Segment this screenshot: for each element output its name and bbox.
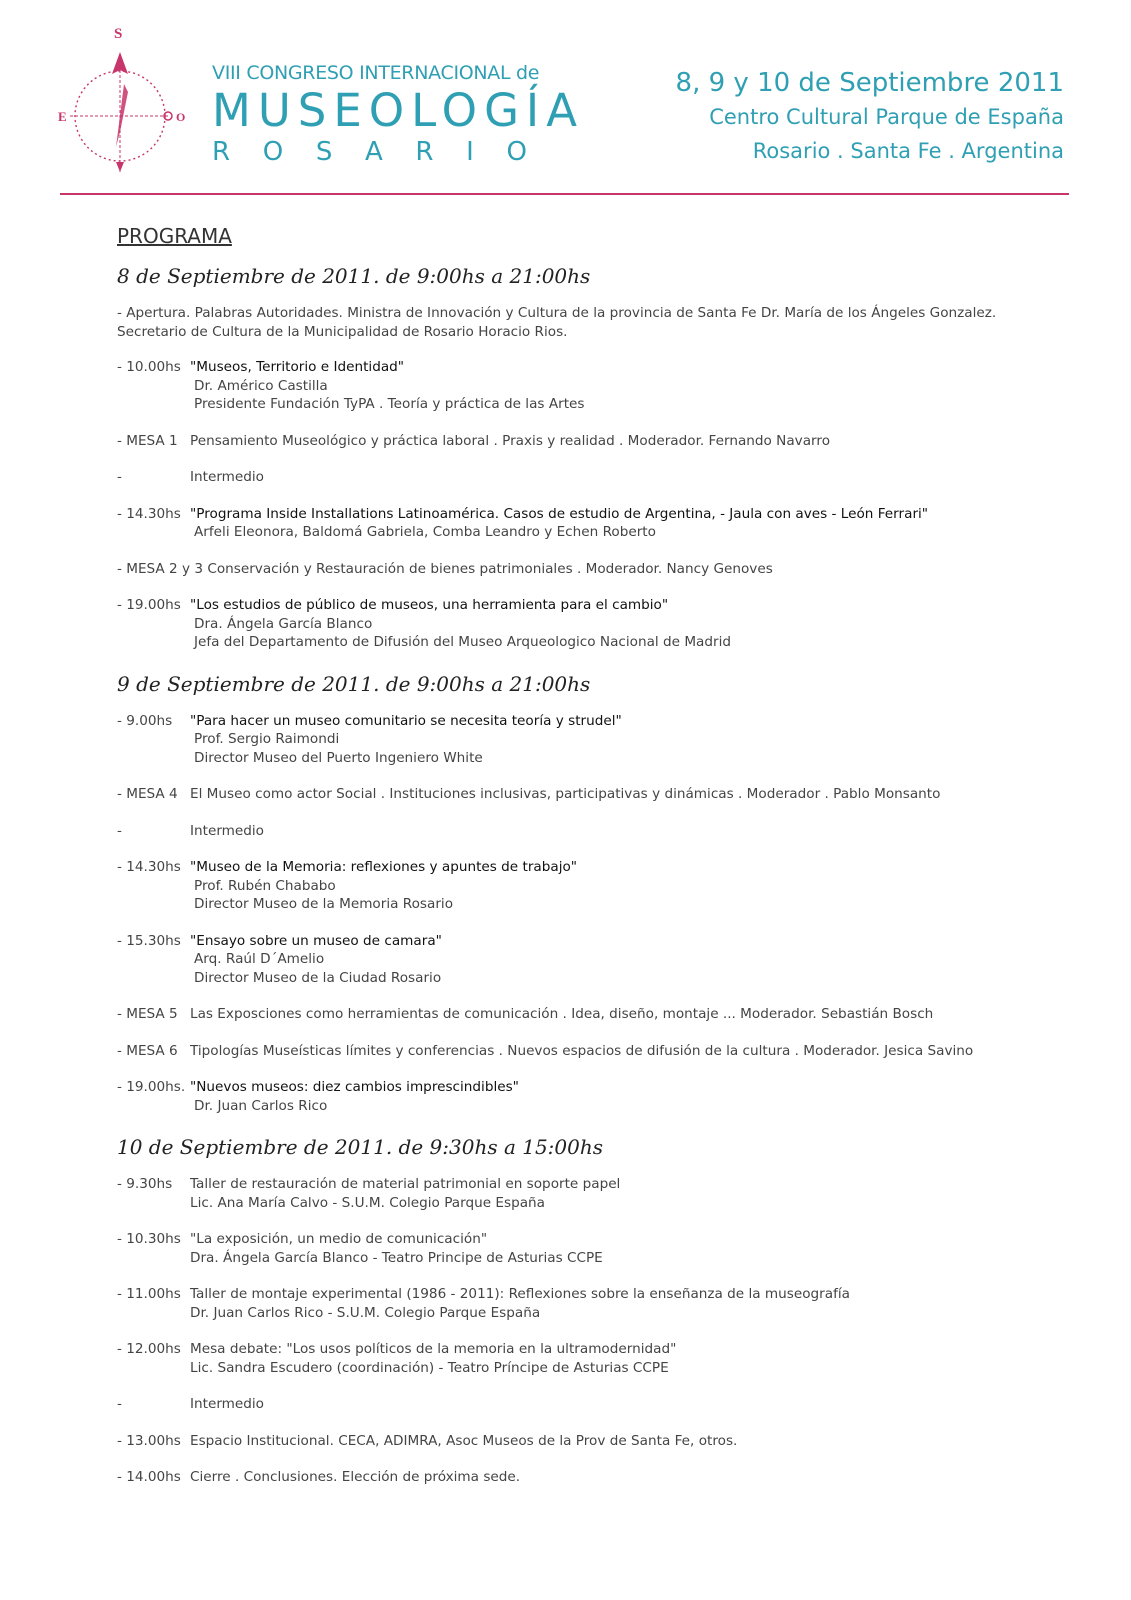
entry-time: - 10.30hs xyxy=(117,1231,181,1247)
entry-line: Dra. Ángela García Blanco - Teatro Principe de Asturias CCPE xyxy=(190,1249,603,1266)
entry-line: Prof. Sergio Raimondi xyxy=(194,731,340,747)
entry-title: "Museo de la Memoria: reflexiones y apuntes de trabajo" xyxy=(190,859,578,875)
congress-name: MUSEOLOGÍA xyxy=(212,84,584,137)
entry-time: - 19.00hs xyxy=(117,597,181,613)
logo-letter-e: E xyxy=(58,109,67,124)
entry-time: - 9.00hs xyxy=(117,712,173,729)
entry-body xyxy=(190,932,1017,988)
entry-line: Espacio Institucional. CECA, ADIMRA, Asoc Museos de la Prov de Santa Fe, otros. xyxy=(190,1432,738,1449)
program-entry xyxy=(117,1340,1017,1377)
entry-time: - 11.00hs xyxy=(117,1286,181,1302)
entry-body xyxy=(190,596,1017,652)
entry-line: Mesa debate: "Los usos políticos de la memoria en la ultramodernidad" xyxy=(190,1341,677,1357)
program-entry xyxy=(117,858,1017,914)
day-title: 8 de Septiembre de 2011. de 9:00hs a 21:00hs xyxy=(117,264,591,288)
entry-time: - xyxy=(117,822,122,839)
entry-line: Las Exposciones como herramientas de comunicación . Idea, diseño, montaje ... Moderador. Sebastián Bosch xyxy=(190,1006,934,1022)
entry-body xyxy=(190,1432,1017,1451)
event-dates: 8, 9 y 10 de Septiembre 2011 xyxy=(675,68,1064,98)
entry-line: El Museo como actor Social . Instituciones inclusivas, participativas y dinámicas . Moderador . Pablo Monsanto xyxy=(190,786,941,802)
entry-line: Dr. Juan Carlos Rico - S.U.M. Colegio Parque España xyxy=(190,1304,541,1321)
day-title: 10 de Septiembre de 2011. de 9:30hs a 15:00hs xyxy=(117,1135,604,1159)
program-entry xyxy=(117,1432,1017,1451)
program-entry xyxy=(117,1230,1017,1267)
congress-city xyxy=(212,136,527,168)
program-entry xyxy=(117,1078,1017,1115)
program-entry xyxy=(117,1005,1017,1024)
entry-line: Lic. Sandra Escudero (coordinación) - Teatro Príncipe de Asturias CCPE xyxy=(190,1359,669,1376)
entry-line: Presidente Fundación TyPA . Teoría y práctica de las Artes xyxy=(194,396,585,412)
entry-line: Taller de montaje experimental (1986 - 2011): Reflexiones sobre la enseñanza de la museografía xyxy=(190,1286,850,1302)
entry-time: - 14.30hs xyxy=(117,859,181,875)
program-heading: PROGRAMA xyxy=(117,224,232,248)
entry-line: Director Museo de la Ciudad Rosario xyxy=(194,969,442,986)
city-letter: A xyxy=(364,137,383,167)
entry-body xyxy=(190,1005,1017,1024)
logo-letter-s: S xyxy=(114,26,123,42)
program-content xyxy=(117,222,1017,1505)
entry-body xyxy=(190,822,1017,841)
logo-letter-o: O xyxy=(176,110,186,124)
event-place: Rosario . Santa Fe . Argentina xyxy=(752,139,1064,163)
entry-time: - 13.00hs xyxy=(117,1432,181,1449)
entry-line: Lic. Ana María Calvo - S.U.M. Colegio Parque España xyxy=(190,1194,545,1211)
city-letter: O xyxy=(262,137,284,167)
entry-body xyxy=(190,785,1017,804)
entry-body xyxy=(190,1468,1017,1487)
entry-body xyxy=(190,712,1017,768)
entry-body xyxy=(190,1340,1017,1377)
program-entry xyxy=(117,596,1017,652)
entry-time: - 14.00hs xyxy=(117,1469,181,1485)
entry-title: "Ensayo sobre un museo de camara" xyxy=(190,932,442,949)
entry-line: Taller de restauración de material patrimonial en soporte papel xyxy=(190,1176,621,1192)
program-entry xyxy=(117,468,1017,487)
entry-time: - xyxy=(117,469,122,485)
entry-line: Cierre . Conclusiones. Elección de próxima sede. xyxy=(190,1469,521,1485)
entry-body xyxy=(190,468,1017,487)
program-entry xyxy=(117,358,1017,414)
entry-line: Prof. Rubén Chababo xyxy=(194,877,336,894)
entry-time: - 19.00hs. xyxy=(117,1079,186,1095)
entry-line: Arfeli Eleonora, Baldomá Gabriela, Comba Leandro y Echen Roberto xyxy=(194,524,656,540)
entry-time: - 12.00hs xyxy=(117,1341,181,1357)
congress-title xyxy=(212,60,584,168)
compass-logo xyxy=(58,22,188,177)
entry-body xyxy=(190,505,1017,542)
program-entry xyxy=(117,785,1017,804)
entry-title: "Los estudios de público de museos, una herramienta para el cambio" xyxy=(190,597,669,613)
entry-line: Tipologías Museísticas límites y conferencias . Nuevos espacios de difusión de la cultura . Moderador. Jesica Savino xyxy=(190,1042,974,1059)
day-title: 9 de Septiembre de 2011. de 9:00hs a 21:00hs xyxy=(117,671,591,696)
entry-body xyxy=(190,432,1017,451)
entry-time: - MESA 6 xyxy=(117,1042,178,1059)
city-letter: O xyxy=(506,137,527,167)
entry-body xyxy=(190,1395,1017,1414)
program-entry xyxy=(117,505,1017,542)
entry-body xyxy=(190,858,1017,914)
entry-body xyxy=(190,1285,1017,1322)
program-entry xyxy=(117,712,1017,768)
entry-time: - MESA 2 y 3 Conservación y Restauración de bienes patrimoniales . Moderador. Nancy Genoves xyxy=(117,560,773,577)
entry-title: "Programa Inside Installations Latinoamérica. Casos de estudio de Argentina, - Jaula con aves - León Ferrari" xyxy=(190,505,929,522)
entry-time: - xyxy=(117,1396,122,1412)
entry-line: Intermedio xyxy=(190,1396,264,1412)
entry-body xyxy=(190,358,1017,414)
entry-title: "Nuevos museos: diez cambios imprescindibles" xyxy=(190,1079,519,1095)
entry-line: Dra. Ángela García Blanco xyxy=(194,615,373,632)
entry-line: Director Museo de la Memoria Rosario xyxy=(194,896,454,912)
entry-time: - MESA 1 xyxy=(117,432,178,449)
entry-body xyxy=(190,1175,1017,1212)
program-entry xyxy=(117,932,1017,988)
program-entry xyxy=(117,822,1017,841)
city-letter: I xyxy=(466,137,474,167)
program-entry xyxy=(117,1042,1017,1061)
entry-time: - MESA 5 xyxy=(117,1006,178,1022)
city-letter: R xyxy=(212,137,231,167)
header-divider xyxy=(60,193,1069,195)
entry-line: Jefa del Departamento de Difusión del Museo Arqueologico Nacional de Madrid xyxy=(194,634,732,650)
city-letter: R xyxy=(415,137,434,167)
entry-line: Dr. Juan Carlos Rico xyxy=(194,1097,328,1114)
program-entry xyxy=(117,1395,1017,1414)
entry-body xyxy=(190,1078,1017,1115)
program-entry xyxy=(117,1285,1017,1322)
entry-title: "Para hacer un museo comunitario se necesita teoría y strudel" xyxy=(190,712,622,729)
congress-subtitle: VIII CONGRESO INTERNACIONAL de xyxy=(212,62,540,84)
entry-line: Arq. Raúl D´Amelio xyxy=(194,951,325,967)
entry-time: - 9.30hs xyxy=(117,1176,173,1192)
entry-line: Director Museo del Puerto Ingeniero White xyxy=(194,749,483,766)
city-letter: S xyxy=(315,137,333,167)
program-entry xyxy=(117,1175,1017,1212)
entry-line: Intermedio xyxy=(190,469,264,485)
entry-time: - MESA 4 xyxy=(117,786,178,802)
entry-time: - 15.30hs xyxy=(117,932,181,949)
entry-line: Dr. Américo Castilla xyxy=(194,377,328,394)
entry-body xyxy=(190,1230,1017,1267)
entry-time: - 14.30hs xyxy=(117,505,181,522)
entry-line: "La exposición, un medio de comunicación" xyxy=(190,1231,488,1247)
program-entry xyxy=(117,1468,1017,1487)
entry-line: Pensamiento Museológico y práctica laboral . Praxis y realidad . Moderador. Fernando Navarro xyxy=(190,432,831,449)
program-entry xyxy=(117,432,1017,451)
entry-time: - 10.00hs xyxy=(117,359,181,375)
entry-body xyxy=(190,1042,1017,1061)
entry-title: "Museos, Territorio e Identidad" xyxy=(190,359,405,375)
program-entry xyxy=(117,560,1017,579)
event-info xyxy=(676,66,1064,168)
event-venue: Centro Cultural Parque de España xyxy=(709,105,1064,129)
entry-line: Intermedio xyxy=(190,822,264,839)
day-intro: - Apertura. Palabras Autoridades. Ministra de Innovación y Cultura de la provincia de Santa Fe Dr. María de los Ángeles Gonzalez. Secretario de Cultura de la Municipalidad de Rosario Horacio Rios. xyxy=(117,305,997,340)
